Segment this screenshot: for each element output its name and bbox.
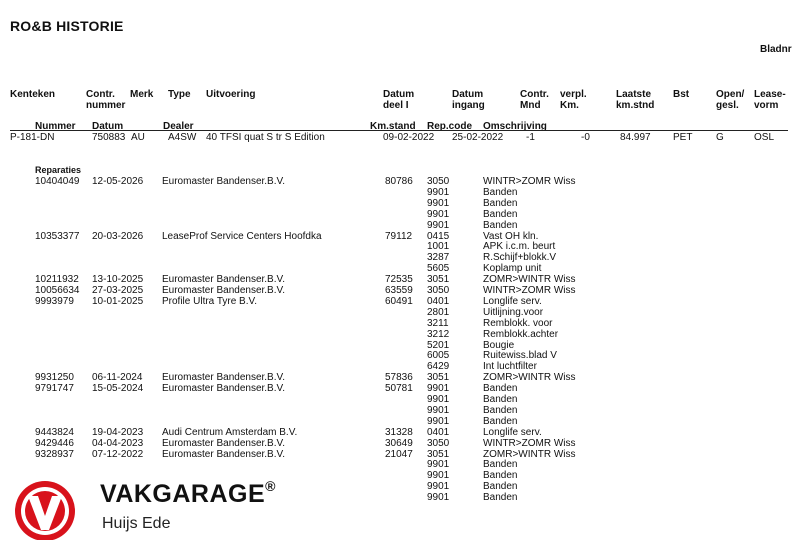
repair-km: 30649 [385,437,413,449]
repair-km: 80786 [385,176,413,187]
repair-nummer: 9429446 [35,437,74,449]
repair-omschrijving: Banden [483,492,518,504]
repair-code: 3051 [427,372,450,384]
repair-omschrijving: Banden [483,383,518,395]
repair-omschrijving: Banden [483,219,518,231]
repair-datum: 27-03-2025 [92,285,144,296]
repair-omschrijving: Banden [483,404,518,416]
vehicle-uitvoering: 40 TFSI quat S tr S Edition [206,132,325,143]
repair-code: 9901 [427,415,450,427]
repair-code: 3051 [427,448,450,460]
repair-km: 72535 [385,274,413,286]
repair-omschrijving: R.Schijf+blokk.V [483,252,557,264]
repair-omschrijving: APK i.c.m. beurt [483,241,556,253]
repair-omschrijving: Banden [483,459,518,471]
repair-km: 63559 [385,285,413,296]
repair-omschrijving: Banden [483,208,518,220]
repair-nummer: 9993979 [35,295,74,307]
repair-datum: 04-04-2023 [92,437,144,449]
repair-code: 3050 [427,285,450,296]
repair-km: 57836 [385,372,413,384]
repair-omschrijving: Banden [483,197,518,209]
vehicle-contr-mnd: -1 [526,132,535,143]
repair-code: 3050 [427,176,450,187]
vakgarage-logo-icon [14,480,76,540]
repair-nummer: 10353377 [35,230,80,242]
repair-dealer: Euromaster Bandenser.B.V. [162,437,286,449]
repair-omschrijving: Longlife serv. [483,426,542,438]
vehicle-laatste-km: 84.997 [620,132,651,143]
repair-code: 3051 [427,274,450,286]
header-nummer: Nummer [35,121,76,132]
repair-dealer: Euromaster Bandenser.B.V. [162,285,286,296]
header-datum: Datum [92,121,124,132]
repair-code: 3287 [427,252,450,264]
header-contr-mnd: Contr. Mnd [520,89,549,111]
repair-dealer: Euromaster Bandenser.B.V. [162,383,286,395]
repair-omschrijving: Banden [483,481,518,493]
repair-code: 5605 [427,263,450,275]
repair-nummer: 9443824 [35,426,74,438]
repair-omschrijving: Longlife serv. [483,295,542,307]
vehicle-datum-ingang: 25-02-2022 [452,132,504,143]
header-datum-ingang: Datum ingang [452,89,485,111]
repair-code: 3050 [427,437,450,449]
repair-code: 9901 [427,186,450,198]
report-title: RO&B HISTORIE [10,18,124,34]
repair-dealer: LeaseProf Service Centers Hoofdka [162,230,322,242]
header-divider [10,130,788,131]
header-km-stand: Km.stand [370,121,416,132]
repair-code: 0401 [427,426,450,438]
vehicle-type: A4SW [168,132,197,143]
header-kenteken: Kenteken [10,89,56,100]
repair-dealer: Euromaster Bandenser.B.V. [162,274,286,286]
repair-datum: 07-12-2022 [92,448,144,460]
repair-code: 9901 [427,404,450,416]
vehicle-bst: PET [673,132,693,143]
repair-code: 6429 [427,361,450,373]
header-dealer: Dealer [163,121,194,132]
header-verpl-km: verpl. Km. [560,89,587,111]
repair-datum: 19-04-2023 [92,426,144,438]
reparaties-label: Reparaties [35,165,82,175]
repair-omschrijving: Koplamp unit [483,263,542,275]
repair-code: 3212 [427,328,450,340]
header-bst: Bst [673,89,690,100]
repair-code: 9901 [427,383,450,395]
brand-subtitle: Huijs Ede [102,515,171,532]
header-rep-code: Rep.code [427,121,473,132]
repair-dealer: Euromaster Bandenser.B.V. [162,176,286,187]
vehicle-lease-vorm: OSL [754,132,775,143]
repair-nummer: 9931250 [35,372,74,384]
repair-code: 9901 [427,394,450,405]
repair-nummer: 9791747 [35,383,74,395]
repair-omschrijving: Int luchtfilter [483,361,537,373]
header-type: Type [168,89,191,100]
repair-dealer: Profile Ultra Tyre B.V. [162,295,258,307]
repair-omschrijving: Remblokk. voor [483,317,553,329]
repair-km: 21047 [385,448,413,460]
brand-name: VAKGARAGE® [100,478,276,508]
header-laatste-km: Laatste km.stnd [616,89,655,111]
header-open-gesl: Open/ gesl. [716,89,745,111]
repair-datum: 13-10-2025 [92,274,144,286]
repair-omschrijving: ZOMR>WINTR Wiss [483,372,576,384]
repair-nummer: 10211932 [35,274,79,286]
repair-omschrijving: Ruitewiss.blad V [483,350,557,362]
vehicle-datum-deel: 09-02-2022 [383,132,435,143]
repair-datum: 20-03-2026 [92,230,144,242]
repair-code: 9901 [427,219,450,231]
repair-omschrijving: WINTR>ZOMR Wiss [483,176,576,187]
repair-nummer: 10404049 [35,176,80,187]
header-merk: Merk [130,89,154,100]
header-contr-nummer: Contr. nummer [86,89,126,111]
repair-km: 60491 [385,295,413,307]
repair-omschrijving: Uitlijning.voor [483,306,544,318]
repair-code: 0401 [427,295,450,307]
repair-omschrijving: ZOMR>WINTR Wiss [483,274,576,286]
repair-code: 9901 [427,481,450,493]
repair-code: 3211 [427,317,449,329]
vehicle-kenteken: P-181-DN [10,132,55,143]
header-datum-deel: Datum deel I [383,89,415,111]
vehicle-merk: AU [131,132,145,143]
repair-omschrijving: Banden [483,186,518,198]
repair-code: 9901 [427,492,450,504]
vehicle-contract: 750883 [92,132,126,143]
repair-dealer: Euromaster Bandenser.B.V. [162,372,286,384]
repair-datum: 06-11-2024 [92,372,143,384]
repair-dealer: Euromaster Bandenser.B.V. [162,448,286,460]
repair-omschrijving: ZOMR>WINTR Wiss [483,448,576,460]
repair-omschrijving: Banden [483,470,518,482]
vehicle-verpl-km: -0 [581,132,590,143]
vehicle-open-gesl: G [716,132,724,143]
repair-code: 9901 [427,197,450,209]
repair-omschrijving: WINTR>ZOMR Wiss [483,285,576,296]
repair-code: 9901 [427,470,450,482]
repair-code: 5201 [427,339,450,351]
header-lease-vorm: Lease- vorm [754,89,786,111]
repair-omschrijving: WINTR>ZOMR Wiss [483,437,576,449]
repair-nummer: 9328937 [35,448,74,460]
repair-code: 9901 [427,208,450,220]
repair-code: 9901 [427,459,450,471]
repair-nummer: 10056634 [35,285,80,296]
repair-datum: 12-05-2026 [92,176,144,187]
repair-datum: 15-05-2024 [92,383,144,395]
repair-omschrijving: Vast OH kln. [483,230,539,242]
repair-km: 31328 [385,426,413,438]
repair-omschrijving: Banden [483,394,518,405]
repair-dealer: Audi Centrum Amsterdam B.V. [162,426,298,438]
repair-code: 0415 [427,230,450,242]
repair-omschrijving: Banden [483,415,518,427]
repair-omschrijving: Bougie [483,339,515,351]
repair-datum: 10-01-2025 [92,295,144,307]
header-omschrijving: Omschrijving [483,121,547,132]
repair-km: 79112 [385,230,413,242]
repair-km: 50781 [385,383,413,395]
repair-code: 2801 [427,306,450,318]
header-uitvoering: Uitvoering [206,89,256,100]
repair-omschrijving: Remblokk.achter [483,328,559,340]
repair-code: 6005 [427,350,450,362]
repair-code: 1001 [427,241,450,253]
page-number-label: Bladnr [760,44,792,55]
